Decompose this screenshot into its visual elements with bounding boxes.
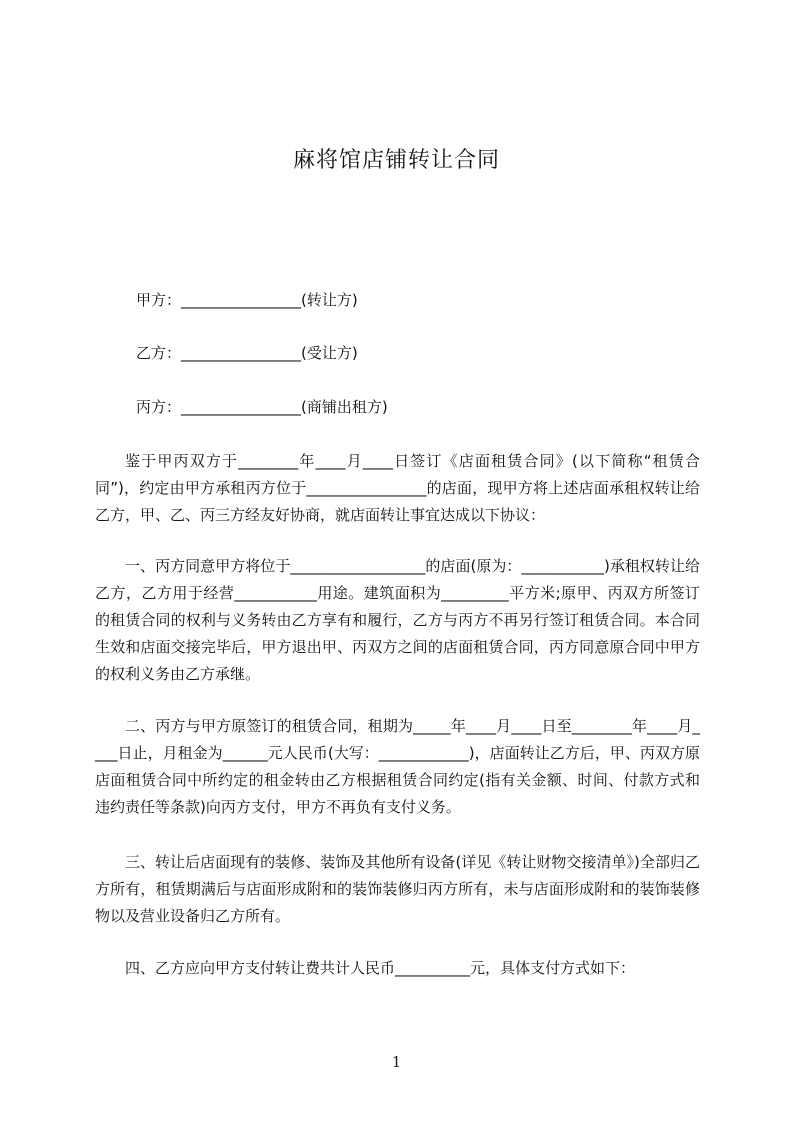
clause-1: 一、丙方同意甲方将位于__________________的店面(原为：___________)承租权转让给乙方，乙方用于经营___________用途。建筑面积为_________平方米;原甲、丙双方所签订的租赁合同的权利与义务转由乙方享有和履行，乙方与丙方不再另行签订租赁合同。本合同生效和店面交接完毕后，甲方退出甲、丙双方之间的店面租赁合同，丙方同意原合同中甲方的权利义务由乙方承继。 [95, 557, 700, 683]
party-c-line: 丙方：________________(商铺出租方) [136, 398, 388, 416]
party-b-line: 乙方：________________(受让方) [136, 344, 358, 362]
party-a-line: 甲方：________________(转让方) [136, 291, 358, 309]
page-number: 1 [391, 1053, 402, 1071]
document-title: 麻将馆店铺转让合同 [292, 148, 500, 173]
clause-2: 二、丙方与甲方原签订的租赁合同，租期为_____年____月____日至________年____月____日止，月租金为______元人民币(大写：____________)，店面转让乙方后，甲、丙双方原店面租赁合同中所约定的租金转由乙方根据租赁合同约定(指有关金额、时间、付款方式和违约责任等条款)向丙方支付，甲方不再负有支付义务。 [95, 717, 700, 816]
clause-3: 三、转让后店面现有的装修、装饰及其他所有设备(详见《转让财物交接清单》)全部归乙方所有，租赁期满后与店面形成附和的装饰装修归丙方所有，未与店面形成附和的装饰装修物以及营业设备归乙方所有。 [95, 853, 700, 925]
clause-4: 四、乙方应向甲方支付转让费共计人民币__________元，具体支付方式如下： [125, 959, 636, 977]
intro-paragraph: 鉴于甲丙双方于________年____月____日签订《店面租赁合同》(以下简称“租赁合同”)，约定由甲方承租丙方位于________________的店面，现甲方将上述店面承租权转让给乙方，甲、乙、丙三方经友好协商，就店面转让事宜达成以下协议： [95, 452, 700, 524]
